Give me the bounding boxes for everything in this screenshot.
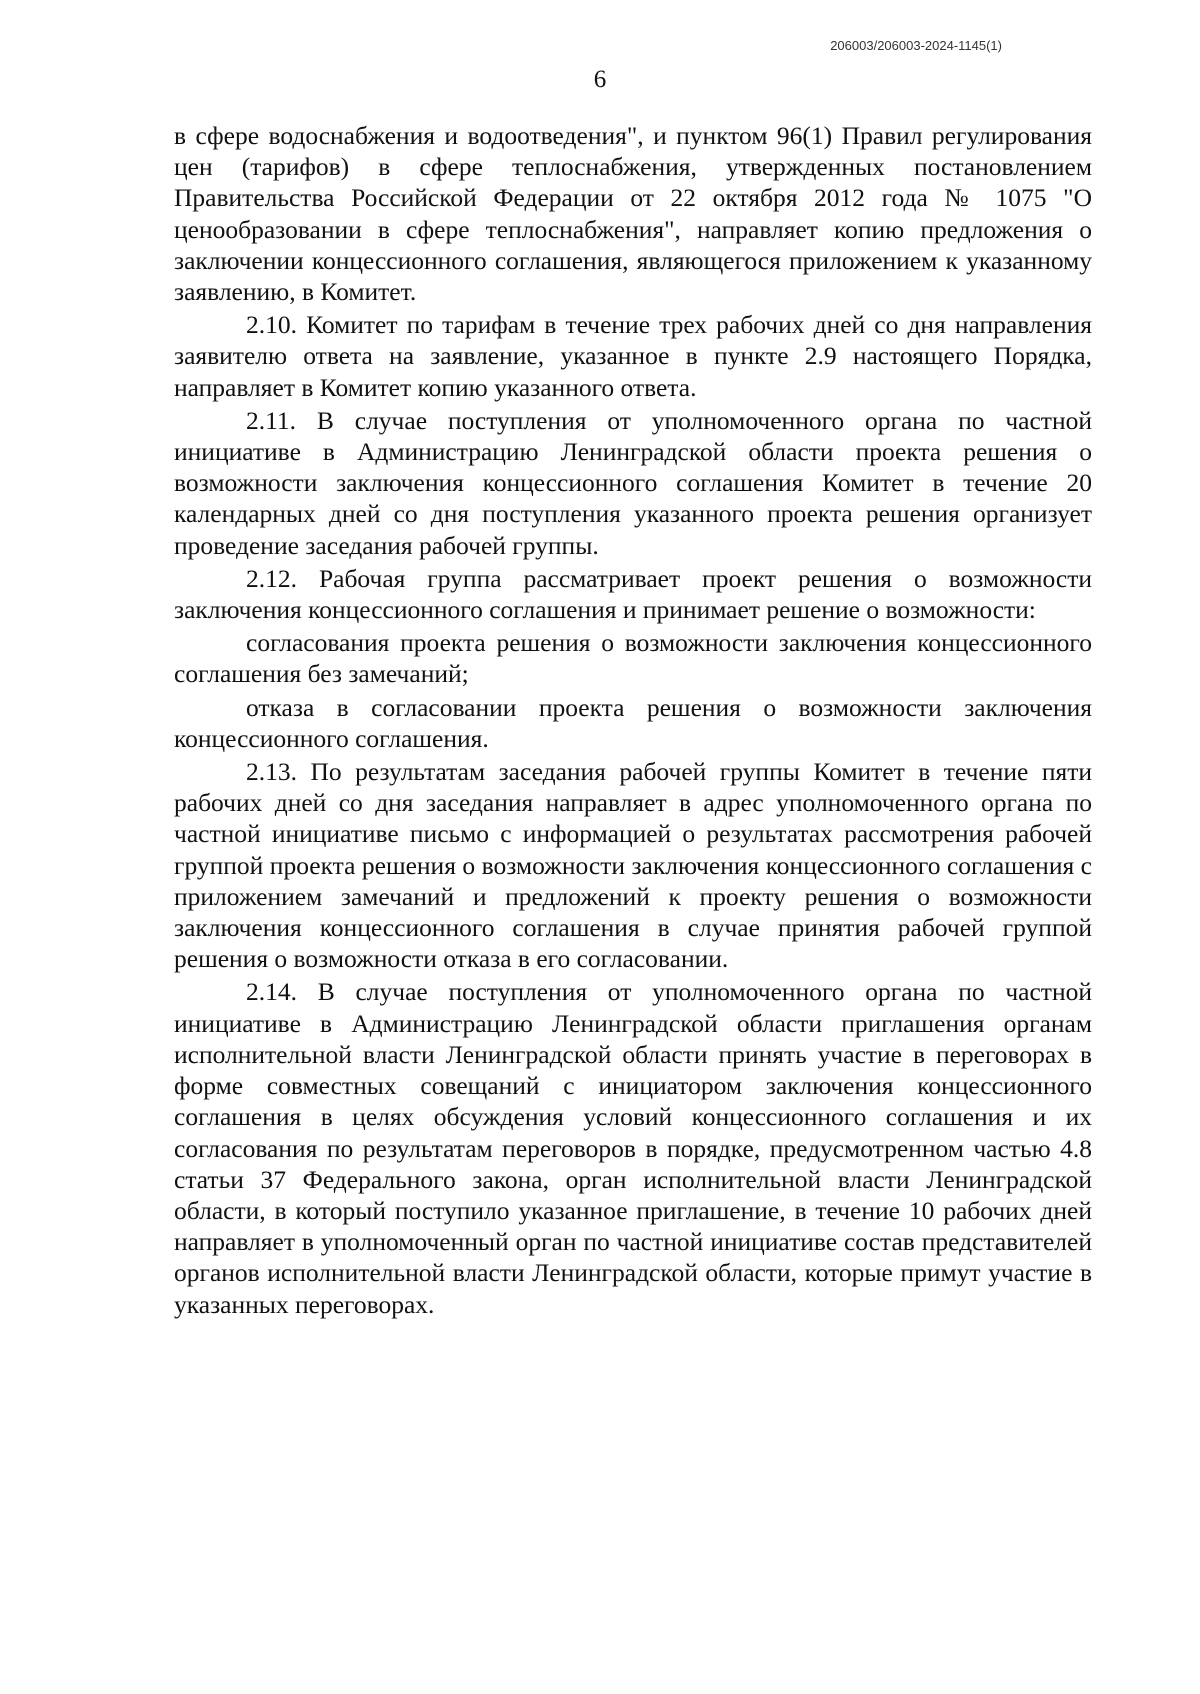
paragraph-option-approve: согласования проекта решения о возможности заключения концессионного соглашения без замечаний; — [174, 628, 1092, 689]
paragraph-continued: в сфере водоснабжения и водоотведения", и пунктом 96(1) Правил регулирования цен (тарифов) в сфере теплоснабжения, утвержденных постановлением Правительства Российской Федерации от 22 октября 2012 года № 1075 "О ценообразовании в сфере теплоснабжения", направляет копию предложения о заключении концессионного соглашения, являющегося приложением к указанному заявлению, в Комитет. — [174, 121, 1092, 307]
document-id: 206003/206003-2024-1145(1) — [830, 38, 1002, 53]
paragraph-2-11: 2.11. В случае поступления от уполномоченного органа по частной инициативе в Администрацию Ленинградской области проекта решения о возможности заключения концессионного соглашения Комитет в течение 20 календарных дней со дня поступления указанного проекта решения организует проведение заседания рабочей группы. — [174, 405, 1092, 560]
paragraph-2-12: 2.12. Рабочая группа рассматривает проект решения о возможности заключения концессионного соглашения и принимает решение о возможности: — [174, 563, 1092, 625]
page-number: 6 — [593, 66, 607, 93]
document-body — [174, 120, 1092, 1322]
paragraph-2-10: 2.10. Комитет по тарифам в течение трех рабочих дней со дня направления заявителю ответа на заявление, указанное в пункте 2.9 настоящего Порядка, направляет в Комитет копию указанного ответа. — [174, 310, 1092, 402]
paragraph-2-14: 2.14. В случае поступления от уполномоченного органа по частной инициативе в Администрацию Ленинградской области приглашения органам исполнительной власти Ленинградской области принять участие в переговорах в форме совместных совещаний с инициатором заключения концессионного соглашения в целях обсуждения условий концессионного соглашения и их согласования по результатам переговоров в порядке, предусмотренном частью 4.8 статьи 37 Федерального закона, орган исполнительной власти Ленинградской области, в который поступило указанное приглашение, в течение 10 рабочих дней направляет в уполномоченный орган по частной инициативе состав представителей органов исполнительной власти Ленинградской области, которые примут участие в указанных переговорах. — [174, 977, 1092, 1319]
paragraph-option-reject: отказа в согласовании проекта решения о возможности заключения концессионного соглашения. — [174, 692, 1092, 753]
paragraph-2-13: 2.13. По результатам заседания рабочей группы Комитет в течение пяти рабочих дней со дня заседания направляет в адрес уполномоченного органа по частной инициативе письмо с информацией о результатах рассмотрения рабочей группой проекта решения о возможности заключения концессионного соглашения с приложением замечаний и предложений к проекту решения о возможности заключения концессионного соглашения в случае принятия рабочей группой решения о возможности отказа в его согласовании. — [174, 757, 1092, 974]
